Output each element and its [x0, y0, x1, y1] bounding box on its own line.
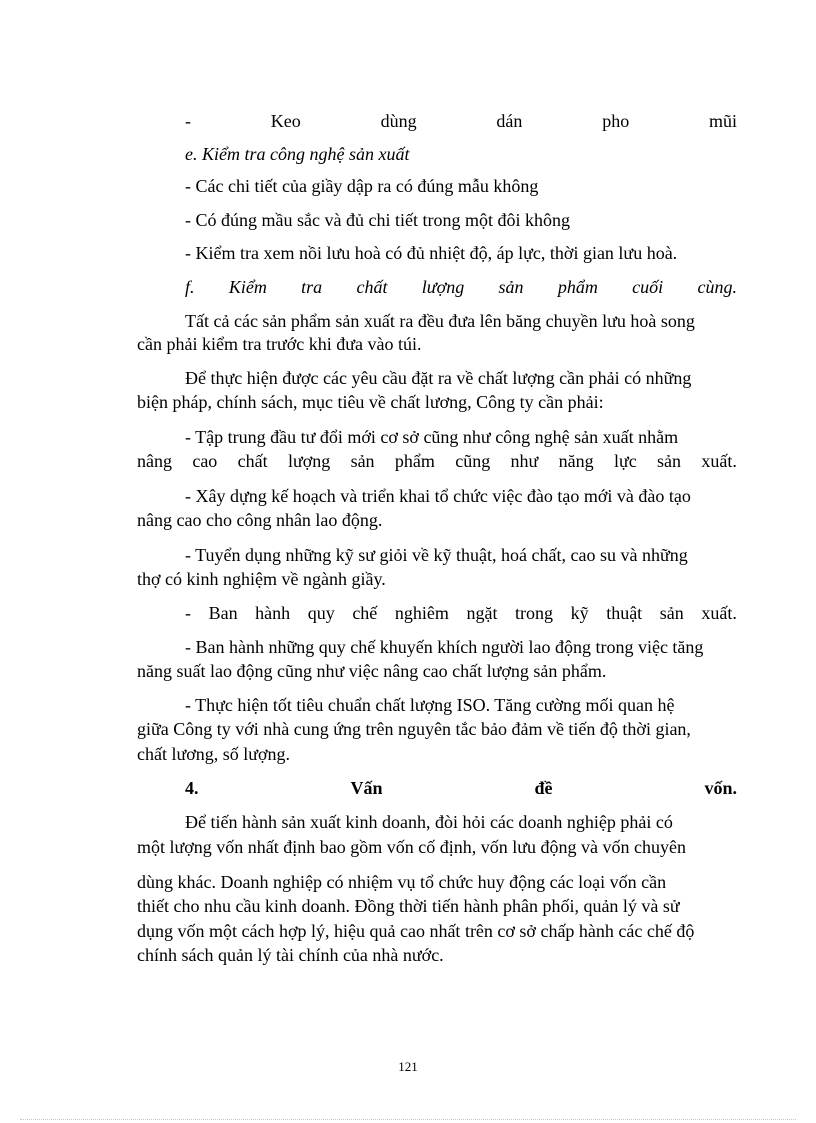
- word: sản: [657, 451, 682, 471]
- text-line: - Tập trung đầu tư đổi mới cơ sở cũng như công nghệ sản xuất nhằm: [185, 427, 679, 447]
- word: quy: [307, 603, 335, 623]
- word: lượng: [287, 451, 331, 471]
- word: nghiêm: [394, 603, 449, 623]
- word: phẩm: [557, 277, 598, 297]
- text-line: - Tuyển dụng những kỹ sư giỏi về kỹ thuật, hoá chất, cao su và những: [185, 545, 688, 565]
- word: năng: [558, 451, 594, 471]
- word: f.: [185, 277, 195, 297]
- text-line: - Có đúng mầu sắc và đủ chi tiết trong một đôi không: [185, 210, 570, 230]
- word: -: [185, 603, 191, 623]
- word: sản: [659, 603, 684, 623]
- word: đề: [534, 778, 553, 798]
- word: xuất.: [701, 451, 737, 471]
- section-heading: [185, 777, 737, 799]
- text-line: Tất cả các sản phẩm sản xuất ra đều đưa lên băng chuyền lưu hoà song: [185, 311, 695, 331]
- word: kỹ: [570, 603, 589, 623]
- text-line: năng suất lao động cũng như việc nâng cao chất lượng sản phẩm.: [137, 661, 607, 681]
- word: Kiểm: [228, 277, 267, 297]
- word: sản: [350, 451, 375, 471]
- text-line: dụng vốn một cách hợp lý, hiệu quả cao nhất trên cơ sở chấp hành các chế độ: [137, 921, 695, 941]
- text-line: nâng cao cho công nhân lao động.: [137, 510, 383, 530]
- word: ngặt: [466, 603, 498, 623]
- word: nâng: [137, 451, 172, 471]
- word: Ban: [208, 603, 238, 623]
- word: chế: [352, 603, 378, 623]
- text-line: thiết cho nhu cầu kinh doanh. Đồng thời tiến hành phân phối, quản lý và sử: [137, 896, 680, 916]
- word: hành: [255, 603, 291, 623]
- word: cũng: [455, 451, 491, 471]
- word: sản: [498, 277, 524, 297]
- text-line: thợ có kinh nghiệm về ngành giầy.: [137, 569, 386, 589]
- word: lực: [613, 451, 637, 471]
- text-line: - Thực hiện tốt tiêu chuẩn chất lượng ISO. Tăng cường mối quan hệ: [185, 695, 675, 715]
- word: mũi: [708, 111, 737, 131]
- word: -: [185, 111, 191, 131]
- word: thuật: [606, 603, 643, 623]
- word: lượng: [421, 277, 465, 297]
- word: phẩm: [394, 451, 435, 471]
- text-line: Để thực hiện được các yêu cầu đặt ra về chất lượng cần phải có những: [185, 368, 692, 388]
- word: vốn.: [704, 778, 737, 798]
- text-line: - Xây dựng kế hoạch và triển khai tổ chức việc đào tạo mới và đào tạo: [185, 486, 691, 506]
- text-line: [137, 450, 737, 472]
- word: chất: [356, 277, 388, 297]
- word: tra: [301, 277, 323, 297]
- word: Keo: [270, 111, 301, 131]
- text-line: cần phải kiểm tra trước khi đưa vào túi.: [137, 334, 422, 354]
- word: dùng: [380, 111, 417, 131]
- word: cùng.: [697, 277, 737, 297]
- word: cao: [192, 451, 218, 471]
- text-line: [185, 110, 737, 132]
- text-line: chất lương, số lượng.: [137, 744, 291, 764]
- word: xuất.: [701, 603, 737, 623]
- text-line: [185, 602, 737, 624]
- page-bottom-divider: [20, 1119, 796, 1120]
- word: Vấn: [350, 778, 383, 798]
- text-line: - Kiểm tra xem nồi lưu hoà có đủ nhiệt độ, áp lực, thời gian lưu hoà.: [185, 243, 678, 263]
- word: chất: [237, 451, 268, 471]
- page-number: 121: [398, 1059, 418, 1074]
- word: cuối: [632, 277, 664, 297]
- subsection-heading: [185, 276, 737, 298]
- text-line: - Các chi tiết của giầy dập ra có đúng mẫu không: [185, 176, 539, 196]
- text-line: chính sách quản lý tài chính của nhà nước.: [137, 945, 444, 965]
- text-line: biện pháp, chính sách, mục tiêu về chất lương, Công ty cần phải:: [137, 392, 604, 412]
- text-line: giữa Công ty với nhà cung ứng trên nguyên tắc bảo đảm về tiến độ thời gian,: [137, 719, 691, 739]
- text-line: dùng khác. Doanh nghiệp có nhiệm vụ tổ chức huy động các loại vốn cần: [137, 872, 667, 892]
- text-line: một lượng vốn nhất định bao gồm vốn cố định, vốn lưu động và vốn chuyên: [137, 837, 686, 857]
- word: 4.: [185, 778, 199, 798]
- word: pho: [602, 111, 630, 131]
- word: trong: [515, 603, 554, 623]
- word: như: [510, 451, 539, 471]
- subsection-heading: e. Kiểm tra công nghệ sản xuất: [185, 144, 410, 164]
- text-line: Để tiến hành sản xuất kinh doanh, đòi hỏi các doanh nghiệp phải có: [185, 812, 673, 832]
- word: dán: [496, 111, 523, 131]
- text-line: - Ban hành những quy chế khuyến khích người lao động trong việc tăng: [185, 637, 704, 657]
